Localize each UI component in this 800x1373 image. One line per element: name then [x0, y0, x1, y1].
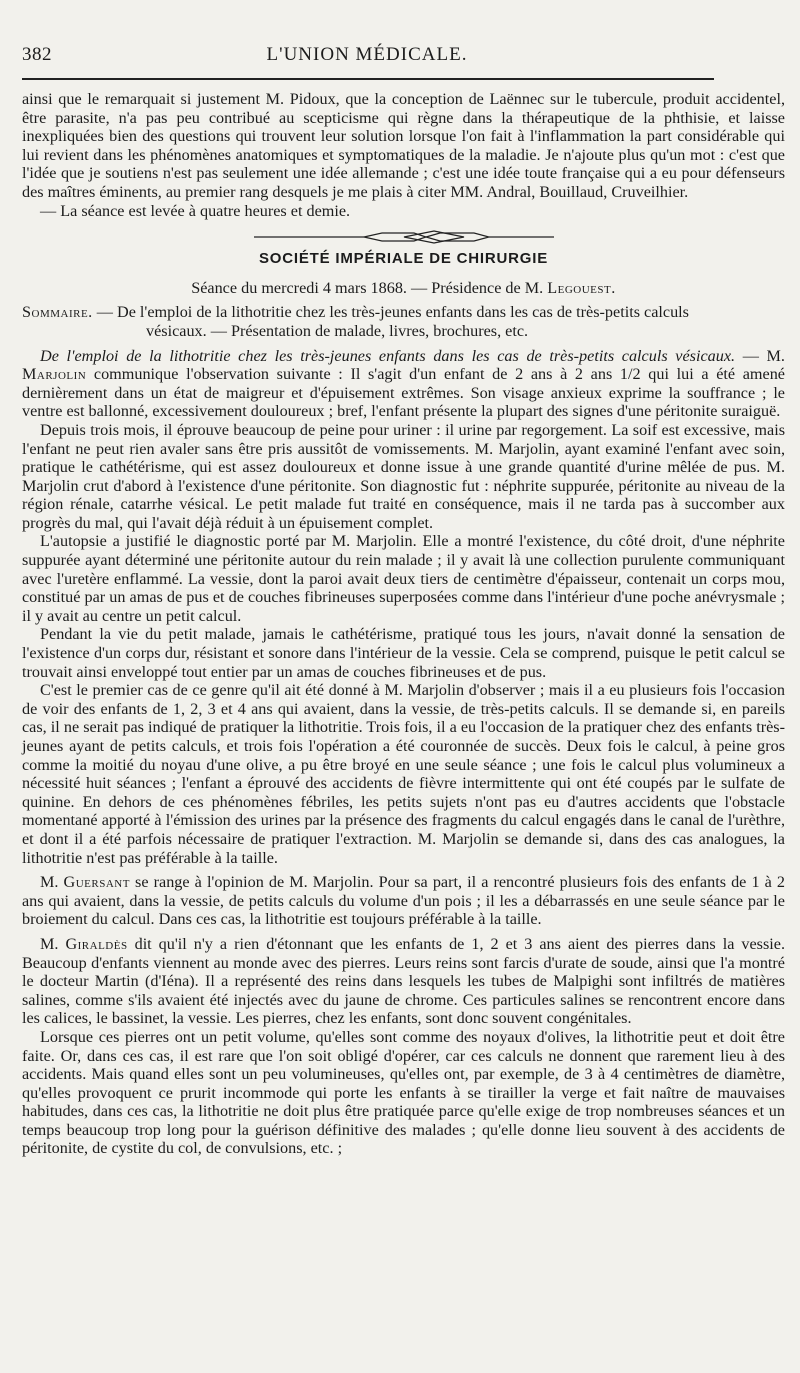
session-text: Séance du mercredi 4 mars 1868. — Présidence de M.	[191, 278, 544, 297]
paragraph	[22, 347, 785, 421]
title-prefix: M.	[40, 934, 59, 953]
summary	[22, 303, 785, 340]
section-heading: SOCIÉTÉ IMPÉRIALE DE CHIRURGIE	[258, 250, 549, 268]
paragraph: ainsi que le remarquait si justement M. Pidoux, que la conception de Laënnec sur le tubercule, produit accidentel, être parasite, n'a pas peu contribué au scepticisme qui règne dans la thérapeutique de la phthisie, et laisse inexpliquées bien des questions qui trouvent leur solution lorsque l'on fait à l'inflammation la part considérable qui lui revient dans les phénomènes anatomiques et symptomatiques de la maladie. Je n'ajoute plus qu'un mot : c'est que l'idée que je soutiens n'est pas seulement une idée allemande ; c'est une idée toute française qui a eu pour défenseurs des maîtres éminents, au premier rang desquels je me plais à citer MM. Andral, Bouillaud, Cruveilhier.	[22, 90, 785, 201]
paragraph-text: se range à l'opinion de M. Marjolin. Pour sa part, il a rencontré plusieurs fois des enfants de 1 à 2 ans qui avaient, dans la vessie, de petits calculs du volume d'un pois ; il les a débarrassés en une seule séance par le broiement du calcul. Dans ces cas, la lithotritie est toujours préférable à la taille.	[22, 873, 786, 929]
summary-text: — De l'emploi de la lithotritie chez les très-jeunes enfants dans les cas de très-petits calculs	[96, 303, 689, 322]
paragraph: C'est le premier cas de ce genre qu'il ait été donné à M. Marjolin d'observer ; mais il a eu plusieurs fois l'occasion de voir des enfants de 1, 2, 3 et 4 ans qui avaient, dans la vessie, de très-petits calculs. Il se demande si, en pareils cas, il ne serait pas indiqué de pratiquer la lithotritie. Trois fois, il a eu l'occasion de la pratiquer chez des enfants très-jeunes ayant de petits calculs, et trois fois l'opération a été couronnée de succès. Deux fois le calcul, à peine gros comme la moitié du noyau d'une olive, a pu être broyé en une seule séance ; une fois le calcul plus volumineux a nécessité huit séances ; l'enfant a éprouvé des accidents de fièvre intermittente qui ont été coupés par le sulfate de quinine. En dehors de ces phénomènes fébriles, les petits sujets n'ont pas eu d'autres accidents que l'obstacle momentané apporté à l'émission des urines par la présence des fragments du calcul engagés dans le canal de l'urèthre, et dont il a été parfois nécessaire de pratiquer l'extraction. M. Marjolin se demande si, dans des cas analogues, la lithotritie n'est pas préférable à la taille.	[22, 681, 785, 867]
summary-label: Sommaire.	[22, 303, 93, 322]
article-body	[22, 90, 785, 1158]
paragraph: — La séance est levée à quatre heures et demie.	[40, 201, 351, 220]
section-ornament	[22, 230, 785, 244]
paragraph: Pendant la vie du petit malade, jamais le cathétérisme, pratiqué tous les jours, n'avait donné la sensation de l'existence d'un corps dur, résistant et sonore dans l'intérieur de la vessie. Cela se comprend, puisque le petit calcul se trouvait ainsi enveloppé tout entier par un amas de couches fibrineuses et de pus.	[22, 625, 785, 681]
paragraph	[22, 873, 785, 929]
speaker-name: Giraldès	[65, 934, 128, 953]
title-prefix: M.	[40, 873, 59, 892]
session-line	[22, 279, 785, 298]
article-title: De l'emploi de la lithotritie chez les très-jeunes enfants dans les cas de très-petits calculs vésicaux.	[40, 346, 736, 365]
paragraph-text: dit qu'il n'y a rien d'étonnant que les enfants de 1, 2 et 3 ans aient des pierres dans la vessie. Beaucoup d'enfants viennent au monde avec des pierres. Leurs reins sont farcis d'urate de soude, ainsi que l'a montré le docteur Martin (d'Iéna). Il a représenté des reins dans lesquels les tubes de Malpighi sont infiltrés de matières salines, comme s'ils avaient été injectés avec du jaune de chrome. Ces particules salines se rencontrent encore dans les calices, le bassinet, la vessie. Les pierres, chez les enfants, sont donc souvent congénitales.	[22, 934, 785, 1028]
paragraph: L'autopsie a justifié le diagnostic porté par M. Marjolin. Elle a montré l'existence, du côté droit, d'une néphrite suppurée ayant déterminé une péritonite autour du rein malade ; il y avait là une collection purulente communiquant avec l'uretère enflammé. La vessie, dont la paroi avait deux tiers de centimètre d'épaisseur, contenait un corps mou, constitué par un amas de pus et de couches fibrineuses superposées comme dans l'intérieur d'une poche anévrysmale ; il y avait au centre un petit calcul.	[22, 532, 785, 625]
paragraph: Depuis trois mois, il éprouve beaucoup de peine pour uriner : il urine par regorgement. La soif est excessive, mais l'enfant ne peut rien avaler sans être pris aussitôt de vomissements. M. Marjolin, ayant examiné l'enfant avec soin, pratique le cathétérisme, qui est assez douloureux et donne issue à une grande quantité d'urine mêlée de pus. M. Marjolin crut d'abord à l'existence d'une péritonite. Son diagnostic fut : néphrite suppurée, péritonite au niveau de la région rénale, catarrhe vésical. Le petit malade fut traité en conséquence, mais il ne tarda pas à succomber aux progrès du mal, qui l'avait déjà réduit à un épuisement complet.	[22, 420, 785, 532]
speaker-name: Marjolin	[22, 365, 87, 384]
journal-title: L'UNION MÉDICALE.	[266, 44, 468, 65]
paragraph: Lorsque ces pierres ont un petit volume, qu'elles sont comme des noyaux d'olives, la lithotritie peut et doit être faite. Or, dans ces cas, il est rare que l'on soit obligé d'opérer, car ces calculs ne donnent que rarement lieu à des accidents. Mais quand elles sont un peu volumineuses, qu'elles ont, par exemple, de 3 à 4 centimètres de diamètre, qu'elles provoquent ce prurit incommode qui porte les enfants à se tirailler la verge et fait naître de mauvaises habitudes, dans ces cas, la lithotritie ne doit plus être pratiquée parce qu'elle exige de trop nombreuses séances et un temps beaucoup trop long pour la guérison définitive des malades ; qu'elle donne lieu souvent à des accidents de péritonite, de cystite du col, de convulsions, etc. ;	[22, 1027, 785, 1158]
summary-text-cont: vésicaux. — Présentation de malade, livres, brochures, etc.	[146, 321, 529, 340]
paragraph-text: communique l'observation suivante : Il s'agit d'un enfant de 2 ans à 2 ans 1/2 qui lui a été amené dernièrement dans un état de maigreur et d'épuisement extrêmes. Son visage anxieux exprime la souffrance ; le ventre est ballonné, excessivement douloureux ; bref, l'enfant présente la plupart des signes d'une péritonite suraiguë.	[22, 365, 785, 421]
president-name: Legouest.	[547, 278, 616, 297]
page-number: 382	[22, 44, 52, 65]
header-rule	[22, 78, 714, 80]
dash: — M.	[735, 346, 785, 365]
paragraph	[22, 935, 785, 1028]
speaker-name: Guersant	[63, 873, 130, 892]
